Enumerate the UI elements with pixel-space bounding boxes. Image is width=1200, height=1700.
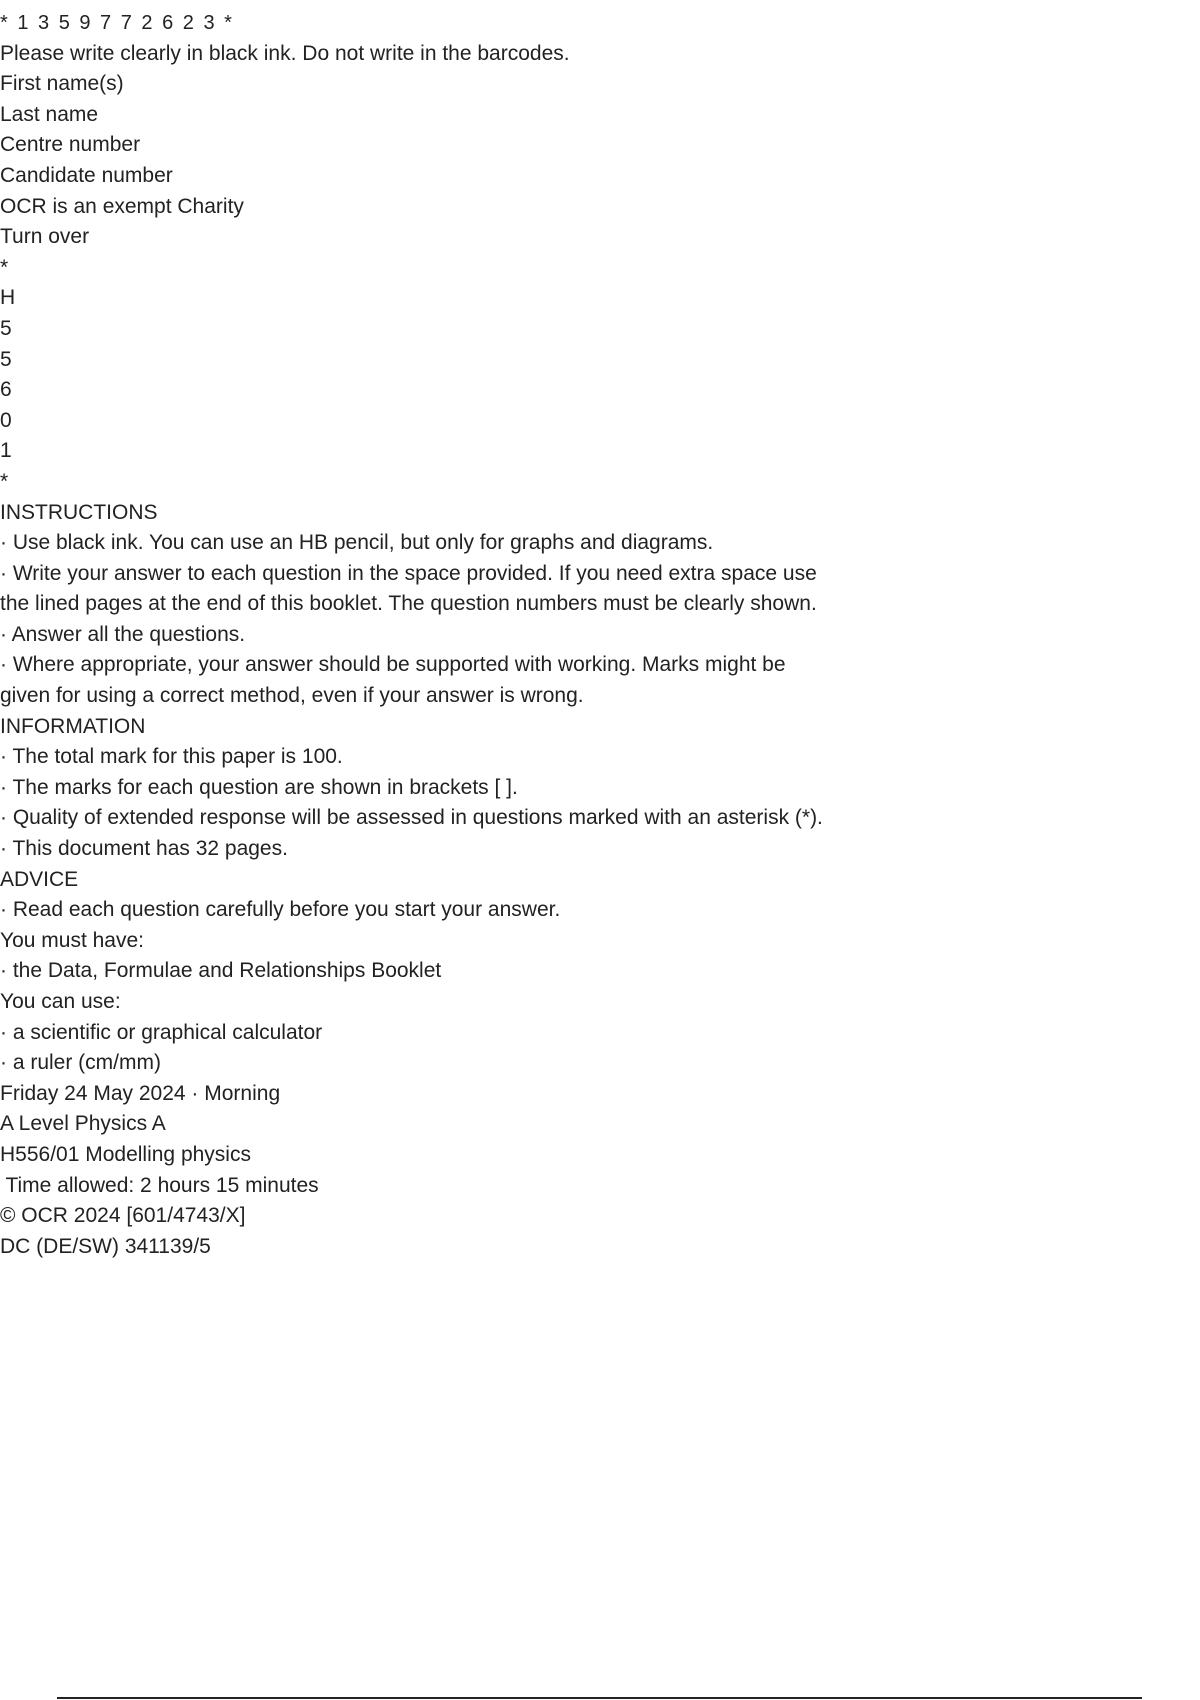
information-line: · The total mark for this paper is 100.: [0, 745, 343, 769]
vertical-code-char: 0: [0, 408, 12, 432]
vertical-code-char: 5: [0, 316, 12, 340]
advice-heading: ADVICE: [0, 867, 79, 891]
paper-title: H556/01 Modelling physics: [0, 1142, 251, 1166]
can-use-line: · a ruler (cm/mm): [0, 1051, 161, 1075]
instruction-line: given for using a correct method, even if your answer is wrong.: [0, 684, 584, 708]
qualification-title: A Level Physics A: [0, 1112, 166, 1136]
exam-date: Friday 24 May 2024 · Morning: [0, 1081, 281, 1105]
vertical-code-char: *: [0, 255, 9, 279]
turn-over-label: Turn over: [0, 225, 90, 249]
instruction-line: the lined pages at the end of this booklet. The question numbers must be clearly shown.: [0, 592, 817, 616]
vertical-code-char: *: [0, 469, 9, 493]
information-heading: INFORMATION: [0, 714, 146, 738]
exam-cover-page: [0, 8, 1180, 1262]
advice-line: · Read each question carefully before you start your answer.: [0, 898, 561, 922]
vertical-code-char: H: [0, 286, 16, 310]
instruction-line: · Use black ink. You can use an HB pencil, but only for graphs and diagrams.: [0, 531, 714, 555]
instruction-line: · Write your answer to each question in the space provided. If you need extra space use: [0, 561, 817, 585]
candidate-number-label: Candidate number: [0, 163, 173, 187]
can-use-heading: You can use:: [0, 990, 121, 1013]
information-line: · Quality of extended response will be assessed in questions marked with an asterisk (*).: [0, 806, 823, 830]
vertical-code-char: 1: [0, 439, 12, 463]
instruction-line: · Answer all the questions.: [0, 622, 246, 646]
charity-notice: OCR is an exempt Charity: [0, 194, 244, 218]
vertical-code-char: 5: [0, 347, 12, 371]
instruction-line: · Where appropriate, your answer should be supported with working. Marks might be: [0, 653, 786, 677]
centre-number-label: Centre number: [0, 133, 141, 157]
instructions-heading: INSTRUCTIONS: [0, 500, 158, 524]
can-use-line: · a scientific or graphical calculator: [0, 1020, 323, 1044]
time-allowed: Time allowed: 2 hours 15 minutes: [0, 1173, 319, 1197]
first-name-label: First name(s): [0, 72, 124, 96]
last-name-label: Last name: [0, 102, 99, 126]
footer-rule: [57, 1697, 1142, 1699]
copyright-notice: © OCR 2024 [601/4743/X]: [0, 1204, 246, 1228]
must-have-line: · the Data, Formulae and Relationships Booklet: [0, 959, 442, 983]
information-line: · This document has 32 pages.: [0, 837, 288, 861]
barcode-text: * 1 3 5 9 7 7 2 6 2 3 *: [0, 12, 234, 34]
write-clearly-notice: Please write clearly in black ink. Do not write in the barcodes.: [0, 41, 570, 65]
information-line: · The marks for each question are shown in brackets [ ].: [0, 775, 518, 799]
document-reference: DC (DE/SW) 341139/5: [0, 1234, 211, 1258]
must-have-heading: You must have:: [0, 928, 144, 952]
vertical-code-char: 6: [0, 378, 12, 402]
